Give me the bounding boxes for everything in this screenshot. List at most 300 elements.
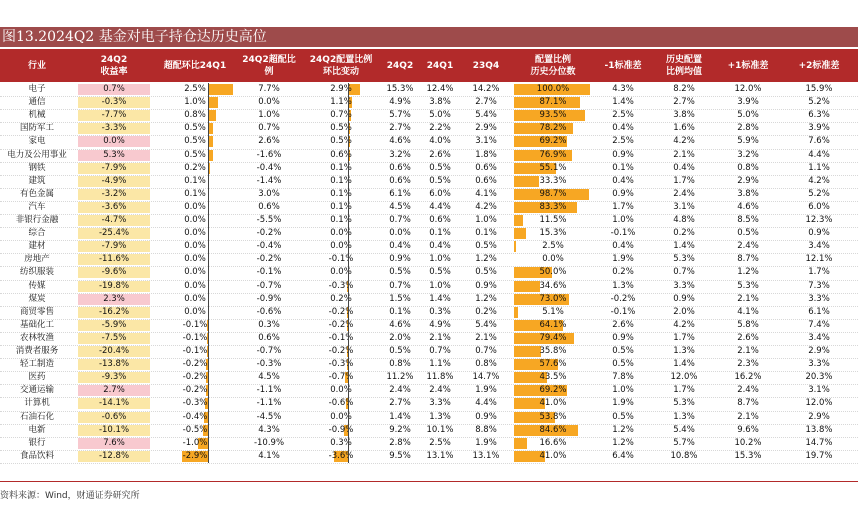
return-value: -14.1% (98, 398, 130, 409)
industry-name: 计算机 (24, 398, 50, 409)
overweight-value: 0.6% (258, 201, 280, 212)
q2-value: 15.3% (386, 84, 414, 94)
percentile-value: 55.1% (539, 162, 567, 173)
industry-name: 建筑 (28, 175, 46, 186)
plus-1sd-value: 3.2% (737, 149, 759, 160)
allocation-change-value: -0.6% (328, 398, 354, 409)
allocation-change-value: -0.2% (328, 319, 354, 330)
q1-value: 3.8% (429, 97, 451, 108)
mean-value: 2.7% (673, 97, 695, 108)
source-note: 资料来源：Wind，财通证券研究所 (0, 491, 140, 501)
overweight-change-value: 0.5% (184, 136, 206, 147)
overweight-change-value: 0.1% (184, 175, 206, 186)
return-value: -0.3% (101, 97, 127, 108)
q1-value: 2.5% (429, 437, 451, 448)
allocation-change-value: 0.1% (330, 175, 352, 186)
plus-2sd-value: 3.4% (808, 332, 830, 343)
plus-1sd-value: 2.9% (737, 175, 759, 186)
return-value: -19.8% (98, 280, 130, 291)
overweight-value: 1.0% (258, 110, 280, 121)
minus-1sd-value: 0.2% (612, 267, 634, 278)
return-value: -7.7% (101, 110, 127, 121)
q1-value: 2.4% (429, 385, 451, 396)
plus-1sd-value: 2.3% (737, 359, 759, 370)
plus-1sd-value: 2.1% (737, 411, 759, 422)
q4-value: 14.7% (472, 372, 500, 383)
overweight-value: -5.5% (256, 215, 282, 225)
plus-1sd-value: 8.7% (737, 398, 759, 409)
overweight-change-value: 0.0% (184, 228, 206, 239)
mean-value: 2.4% (673, 188, 695, 199)
allocation-change-value: -0.7% (328, 372, 354, 383)
mean-value: 5.3% (673, 398, 695, 409)
q1-value: 0.3% (429, 306, 451, 317)
allocation-change-value: -0.3% (328, 359, 354, 370)
q4-value: 0.9% (475, 280, 497, 291)
allocation-change-value: -0.3% (328, 280, 354, 291)
overweight-change-value: 2.5% (184, 84, 206, 94)
industry-name: 国防军工 (19, 123, 54, 134)
q2-value: 9.2% (389, 424, 411, 435)
percentile-value: 50.0% (539, 267, 567, 278)
q1-value: 12.4% (426, 84, 454, 94)
overweight-change-value: 0.0% (184, 254, 206, 265)
industry-name: 钢铁 (28, 162, 46, 173)
plus-1sd-value: 2.1% (737, 346, 759, 356)
plus-1sd-value: 9.6% (737, 424, 759, 435)
overweight-change-value: 0.1% (184, 188, 206, 199)
q2-value: 4.6% (389, 136, 411, 147)
plus-1sd-value: 4.6% (737, 201, 759, 212)
mean-value: 1.6% (673, 123, 695, 134)
industry-name: 医药 (28, 372, 46, 383)
plus-2sd-value: 6.3% (808, 110, 830, 121)
q2-value: 4.6% (389, 319, 411, 330)
overweight-change-value: 0.0% (184, 267, 206, 278)
plus-2sd-value: 5.2% (808, 97, 830, 108)
plus-1sd-value: 2.8% (737, 123, 759, 134)
overweight-value: 0.6% (258, 332, 280, 343)
minus-1sd-value: 0.9% (612, 188, 634, 199)
plus-2sd-value: 6.1% (808, 306, 830, 317)
q2-value: 1.4% (389, 411, 411, 422)
q1-value: 0.1% (429, 228, 451, 239)
minus-1sd-value: 0.5% (612, 411, 634, 422)
q1-value: 13.1% (426, 450, 454, 461)
plus-2sd-value: 4.4% (808, 149, 830, 160)
plus-1sd-value: 3.8% (737, 188, 759, 199)
percentile-value: 69.2% (539, 385, 567, 396)
return-value: -4.9% (101, 175, 127, 186)
chart-title: 图13.2024Q2 基金对电子持仓达历史高位 (0, 27, 858, 47)
return-value: 2.7% (103, 385, 125, 396)
header-9: -1标准差 (604, 60, 642, 71)
plus-1sd-value: 5.9% (737, 136, 759, 147)
q1-value: 0.5% (429, 175, 451, 186)
q4-value: 1.8% (475, 149, 497, 160)
plus-1sd-value: 2.6% (737, 332, 759, 343)
plus-2sd-value: 3.1% (808, 385, 830, 396)
overweight-change-value: -0.2% (182, 385, 208, 396)
q2-value: 2.0% (389, 332, 411, 343)
percentile-value: 53.8% (539, 411, 567, 422)
q2-value: 0.1% (389, 306, 411, 317)
percentile-value: 57.6% (539, 359, 567, 370)
header-8: 配置比例 历史分位数 (530, 54, 576, 77)
q1-value: 1.0% (429, 254, 451, 265)
allocation-change-value: 0.1% (330, 201, 352, 212)
overweight-value: -0.9% (256, 293, 282, 304)
q1-value: 0.4% (429, 241, 451, 252)
plus-1sd-value: 12.0% (734, 84, 762, 94)
minus-1sd-value: 1.0% (612, 385, 634, 396)
q1-value: 2.2% (429, 123, 451, 134)
percentile-value: 33.3% (539, 175, 567, 186)
overweight-value: -10.9% (253, 437, 285, 448)
plus-1sd-value: 3.9% (737, 97, 759, 108)
return-value: -9.6% (101, 267, 127, 278)
percentile-value: 0.0% (542, 254, 564, 265)
overweight-change-value: -1.0% (182, 437, 208, 448)
overweight-value: -0.4% (256, 241, 282, 252)
overweight-change-value: 0.5% (184, 123, 206, 134)
overweight-change-value: 0.8% (184, 110, 206, 121)
allocation-change-value: 0.5% (330, 136, 352, 147)
mean-value: 3.3% (673, 280, 695, 291)
q1-value: 3.3% (429, 398, 451, 409)
mean-value: 4.2% (673, 319, 695, 330)
allocation-change-value: 0.5% (330, 123, 352, 134)
q2-value: 0.0% (389, 228, 411, 239)
overweight-value: 4.3% (258, 424, 280, 435)
percentile-value: 69.2% (539, 136, 567, 147)
plus-2sd-value: 12.0% (805, 398, 833, 409)
percentile-value: 79.4% (539, 332, 567, 343)
mean-value: 10.8% (670, 450, 698, 461)
q2-value: 6.1% (389, 188, 411, 199)
allocation-change-value: -0.2% (328, 346, 354, 356)
percentile-value: 83.3% (539, 201, 567, 212)
industry-name: 食品饮料 (19, 450, 54, 461)
plus-1sd-value: 8.5% (737, 215, 759, 225)
q2-value: 0.7% (389, 215, 411, 225)
q1-value: 1.3% (429, 411, 451, 422)
mean-value: 5.7% (673, 437, 695, 448)
industry-name: 非银行金融 (15, 215, 59, 225)
q2-value: 2.7% (389, 123, 411, 134)
minus-1sd-value: 1.9% (612, 398, 634, 409)
plus-2sd-value: 4.2% (808, 175, 830, 186)
overweight-change-value: 0.0% (184, 241, 206, 252)
q4-value: 2.9% (475, 123, 497, 134)
plus-2sd-value: 19.7% (805, 450, 833, 461)
overweight-change-value: -0.5% (182, 424, 208, 435)
industry-name: 消费者服务 (15, 346, 59, 356)
q2-value: 4.5% (389, 201, 411, 212)
overweight-change-value: -0.4% (182, 411, 208, 422)
plus-1sd-value: 2.4% (737, 241, 759, 252)
q4-value: 2.7% (475, 97, 497, 108)
mean-value: 0.4% (673, 162, 695, 173)
plus-1sd-value: 10.2% (734, 437, 762, 448)
q4-value: 1.2% (475, 293, 497, 304)
industry-name: 电力及公用事业 (7, 149, 67, 160)
minus-1sd-value: 0.5% (612, 359, 634, 370)
allocation-change-value: 0.0% (330, 385, 352, 396)
percentile-value: 93.5% (539, 110, 567, 121)
percentile-value: 34.6% (539, 280, 567, 291)
mean-value: 5.4% (673, 424, 695, 435)
allocation-change-value: 0.6% (330, 149, 352, 160)
q2-value: 2.8% (389, 437, 411, 448)
overweight-value: 4.5% (258, 372, 280, 383)
minus-1sd-value: 0.4% (612, 175, 634, 186)
return-value: -3.2% (101, 188, 127, 199)
header-1: 24Q2 收益率 (100, 54, 128, 77)
industry-name: 传媒 (28, 280, 46, 291)
return-value: -16.2% (98, 306, 130, 317)
plus-1sd-value: 4.1% (737, 306, 759, 317)
overweight-change-value: -2.9% (182, 450, 208, 461)
industry-name: 家电 (28, 136, 46, 147)
overweight-change-value: 0.0% (184, 293, 206, 304)
q2-value: 4.9% (389, 97, 411, 108)
percentile-value: 41.0% (539, 398, 567, 409)
allocation-change-value: 0.1% (330, 188, 352, 199)
q4-value: 4.2% (475, 201, 497, 212)
return-value: -5.9% (101, 319, 127, 330)
mean-value: 1.4% (673, 241, 695, 252)
minus-1sd-value: 1.2% (612, 437, 634, 448)
q4-value: 4.1% (475, 188, 497, 199)
industry-name: 交通运输 (19, 385, 54, 396)
plus-1sd-value: 5.3% (737, 280, 759, 291)
allocation-change-value: 1.1% (330, 97, 352, 108)
q4-value: 1.9% (475, 385, 497, 396)
industry-name: 煤炭 (28, 293, 46, 304)
plus-2sd-value: 3.4% (808, 241, 830, 252)
overweight-change-value: 1.0% (184, 97, 206, 108)
percentile-value: 41.0% (539, 450, 567, 461)
industry-name: 机械 (28, 110, 46, 121)
minus-1sd-value: 0.9% (612, 149, 634, 160)
q1-value: 5.0% (429, 110, 451, 121)
mean-value: 1.7% (673, 175, 695, 186)
minus-1sd-value: 1.7% (612, 201, 634, 212)
overweight-value: -0.7% (256, 280, 282, 291)
mean-value: 2.1% (673, 149, 695, 160)
industry-name: 有色金属 (19, 188, 54, 199)
minus-1sd-value: 1.2% (612, 424, 634, 435)
overweight-change-value: 0.0% (184, 306, 206, 317)
mean-value: 12.0% (670, 372, 698, 383)
q2-value: 1.5% (389, 293, 411, 304)
q1-value: 1.4% (429, 293, 451, 304)
q2-value: 0.4% (389, 241, 411, 252)
overweight-value: 2.6% (258, 136, 280, 147)
plus-2sd-value: 1.7% (808, 267, 830, 278)
allocation-change-value: -0.1% (328, 332, 354, 343)
allocation-change-value: 0.1% (330, 215, 352, 225)
minus-1sd-value: 1.9% (612, 254, 634, 265)
plus-2sd-value: 12.1% (805, 254, 833, 265)
q4-value: 0.6% (475, 175, 497, 186)
plus-1sd-value: 5.8% (737, 319, 759, 330)
percentile-value: 78.2% (539, 123, 567, 134)
header-5: 24Q2 (386, 60, 414, 71)
q4-value: 0.2% (475, 306, 497, 317)
overweight-value: -1.6% (256, 149, 282, 160)
plus-2sd-value: 14.7% (805, 437, 833, 448)
plus-2sd-value: 0.9% (808, 228, 830, 239)
minus-1sd-value: 0.4% (612, 241, 634, 252)
percentile-value: 35.8% (539, 346, 567, 356)
header-10: 历史配置 比例均值 (665, 54, 702, 77)
q2-value: 0.8% (389, 359, 411, 370)
q1-value: 0.5% (429, 267, 451, 278)
q2-value: 9.5% (389, 450, 411, 461)
minus-1sd-value: 0.4% (612, 123, 634, 134)
percentile-value: 43.5% (539, 372, 567, 383)
plus-2sd-value: 12.3% (805, 215, 833, 225)
plus-1sd-value: 16.2% (734, 372, 762, 383)
plus-2sd-value: 2.9% (808, 346, 830, 356)
industry-name: 轻工制造 (19, 359, 54, 370)
plus-2sd-value: 3.3% (808, 359, 830, 370)
overweight-value: -0.2% (256, 228, 282, 239)
plus-1sd-value: 1.2% (737, 267, 759, 278)
overweight-value: -0.3% (256, 359, 282, 370)
q1-value: 0.5% (429, 162, 451, 173)
minus-1sd-value: -0.1% (610, 306, 636, 317)
allocation-change-value: 2.9% (330, 84, 352, 94)
q4-value: 1.0% (475, 215, 497, 225)
minus-1sd-value: 0.5% (612, 346, 634, 356)
percentile-value: 2.5% (542, 241, 564, 252)
return-value: -7.9% (101, 241, 127, 252)
industry-name: 综合 (28, 228, 46, 239)
mean-value: 0.2% (673, 228, 695, 239)
mean-value: 4.8% (673, 215, 695, 225)
q2-value: 2.4% (389, 385, 411, 396)
plus-2sd-value: 2.9% (808, 411, 830, 422)
mean-value: 1.3% (673, 411, 695, 422)
percentile-value: 84.6% (539, 424, 567, 435)
q2-value: 0.5% (389, 346, 411, 356)
q2-value: 0.7% (389, 280, 411, 291)
industry-name: 电新 (28, 424, 46, 435)
return-value: 5.3% (103, 149, 125, 160)
overweight-value: 3.0% (258, 188, 280, 199)
minus-1sd-value: 7.8% (612, 372, 634, 383)
header-3: 24Q2超配比 例 (242, 54, 296, 77)
q4-value: 3.1% (475, 136, 497, 147)
q4-value: 5.4% (475, 110, 497, 121)
q1-value: 0.6% (429, 215, 451, 225)
q4-value: 0.6% (475, 162, 497, 173)
q1-value: 4.9% (429, 319, 451, 330)
industry-name: 石油石化 (19, 411, 54, 422)
plus-1sd-value: 2.4% (737, 385, 759, 396)
row-divider (0, 463, 858, 464)
industry-name: 房地产 (24, 254, 50, 265)
return-value: -3.3% (101, 123, 127, 134)
mean-value: 3.1% (673, 201, 695, 212)
plus-1sd-value: 5.0% (737, 110, 759, 121)
return-value: -12.8% (98, 450, 130, 461)
mean-value: 1.4% (673, 359, 695, 370)
overweight-value: -0.2% (256, 254, 282, 265)
allocation-change-value: 0.0% (330, 228, 352, 239)
q4-value: 0.8% (475, 359, 497, 370)
return-value: -3.6% (101, 201, 127, 212)
minus-1sd-value: 0.1% (612, 162, 634, 173)
overweight-change-value: 0.2% (184, 162, 206, 173)
plus-2sd-value: 20.3% (805, 372, 833, 383)
allocation-change-value: -0.9% (328, 424, 354, 435)
allocation-change-value: 0.0% (330, 267, 352, 278)
overweight-change-value: -0.2% (182, 359, 208, 370)
minus-1sd-value: 2.5% (612, 136, 634, 147)
return-value: 0.7% (103, 84, 125, 94)
q1-value: 1.0% (429, 280, 451, 291)
mean-value: 1.7% (673, 332, 695, 343)
q4-value: 14.2% (472, 84, 500, 94)
mean-value: 1.3% (673, 346, 695, 356)
allocation-change-value: -3.6% (328, 450, 354, 461)
minus-1sd-value: 4.3% (612, 84, 634, 94)
industry-name: 银行 (28, 437, 46, 448)
overweight-value: 0.3% (258, 319, 280, 330)
allocation-change-value: -0.2% (328, 306, 354, 317)
industry-name: 电子 (28, 84, 46, 94)
overweight-change-value: 0.0% (184, 201, 206, 212)
percentile-value: 16.6% (539, 437, 567, 448)
mean-value: 4.2% (673, 136, 695, 147)
q2-value: 0.6% (389, 175, 411, 186)
plus-2sd-value: 7.4% (808, 319, 830, 330)
plus-2sd-value: 1.1% (808, 162, 830, 173)
plus-1sd-value: 0.8% (737, 162, 759, 173)
mean-value: 0.7% (673, 267, 695, 278)
overweight-change-value: -0.1% (182, 319, 208, 330)
plus-2sd-value: 7.6% (808, 136, 830, 147)
return-value: -25.4% (98, 228, 130, 239)
industry-name: 基础化工 (19, 319, 54, 330)
overweight-value: 4.1% (258, 450, 280, 461)
plus-2sd-value: 5.2% (808, 188, 830, 199)
overweight-change-value: -0.3% (182, 398, 208, 409)
return-value: -20.4% (98, 346, 130, 356)
mean-value: 5.3% (673, 254, 695, 265)
plus-2sd-value: 3.9% (808, 123, 830, 134)
q4-value: 4.4% (475, 398, 497, 409)
mean-value: 3.8% (673, 110, 695, 121)
return-value: 2.3% (103, 293, 125, 304)
overweight-value: -0.6% (256, 306, 282, 317)
header-4: 24Q2配置比例 环比变动 (309, 54, 373, 77)
plus-1sd-value: 15.3% (734, 450, 762, 461)
q4-value: 5.4% (475, 319, 497, 330)
plus-1sd-value: 0.5% (737, 228, 759, 239)
plus-2sd-value: 13.8% (805, 424, 833, 435)
overweight-change-value: 0.5% (184, 149, 206, 160)
industry-name: 建材 (28, 241, 46, 252)
header-0: 行业 (27, 60, 46, 71)
percentile-value: 100.0% (536, 84, 570, 94)
allocation-change-value: 0.0% (330, 241, 352, 252)
overweight-axis (208, 83, 209, 463)
